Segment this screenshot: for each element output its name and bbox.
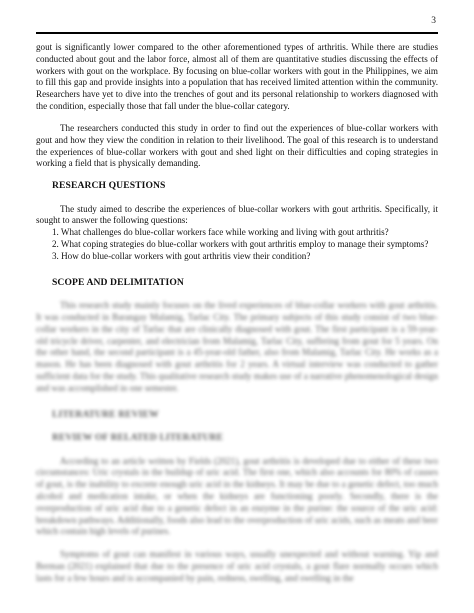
research-questions-list: [36, 227, 438, 262]
literature-paragraph: Symptoms of gout can manifest in various ways, usually unexpected and without warning. Yip and Berman (2021) explained that due to the presence of uric acid crystals, a gout flare normally occurs which lasts for a few hours and is accompanied by pain, redness, swelling, and swelling in the: [36, 549, 438, 583]
related-literature-subheading: REVIEW OF RELATED LITERATURE: [52, 432, 224, 444]
scope-heading: SCOPE AND DELIMITATION: [52, 276, 184, 288]
research-questions-heading: RESEARCH QUESTIONS: [52, 180, 166, 192]
header-rule: [36, 32, 438, 34]
document-body: [36, 42, 438, 596]
paragraph-gout-gap: gout is significantly lower compared to the other aforementioned types of arthritis. While there are studies conducted about gout and the labor force, almost all of them are quantitative studies discussing the effects of workers with gout on the workplace. By focusing on blue-collar workers with gout in the Philippines, we aim to fill this gap and provide insights into a population that has received limited attention within the community. Researchers have yet to dive into the trenches of gout and its personal relationship to workers diagnosed with the condition, especially those that fall under the blue-collar category.: [36, 42, 438, 112]
research-question: 2. What coping strategies do blue-collar workers with gout arthritis employ to manage their symptoms?: [52, 239, 429, 250]
literature-paragraph: According to an article written by Fields (2021), gout arthritis is developed due to either of these two circumstances: Uric crystals in the buildup of uric acid. The first one, which also accounts for 80% of causes of gout, is the inability to excrete enough uric acid in the kidneys. It may be due to a genetic defect, too much alcohol and medication intake, or when the kidneys are functioning poorly. Secondly, there is the overproduction of uric acid due to a genetic defect in an enzyme in the purine: the source of the uric acid: breakdown pathways. Additionally, foods also lead to the overproduction of uric acids, such as meats and beer which contain high levels of purines.: [36, 455, 438, 537]
research-questions-intro: The study aimed to describe the experiences of blue-collar workers with gout arthritis. Specifically, it sought to answer the following questions:: [36, 203, 438, 226]
blurred-preview-region: [36, 300, 438, 585]
page-number: 3: [431, 16, 436, 26]
literature-review-heading: LITERATURE REVIEW: [52, 408, 159, 420]
scope-paragraph: This research study mainly focuses on the lived experiences of blue-collar workers with gout arthritis. It was conducted in Barangay Malamig, Tarlac City. The primary subjects of this study consist of two blue-collar workers in the city of Tarlac that are clinically diagnosed with gout. The first participant is a 59-year-old tricycle driver, carpenter, and electrician from Malamig, Tarlac City, suffering from gout for 5 years. On the other hand, the second participant is a 45-year-old father, also from Malamig, Tarlac City. He works as a mason. He has been diagnosed with gout arthritis for 2 years. A virtual interview was conducted to gather sufficient data for the study. This qualitative research study makes use of a narrative phenomenological design and was accomplished in one semester.: [36, 300, 438, 393]
paragraph-study-purpose: The researchers conducted this study in order to find out the experiences of blue-collar workers with gout and how they view the condition in relation to their livelihood. The goal of this research is to understand the experiences of blue-collar workers with gout and shed light on their difficulties and coping strategies in working a field that is physically demanding.: [36, 122, 438, 169]
research-question: 1. What challenges do blue-collar workers face while working and living with gout arthritis?: [52, 227, 389, 238]
research-question: 3. How do blue-collar workers with gout arthritis view their condition?: [52, 250, 311, 261]
